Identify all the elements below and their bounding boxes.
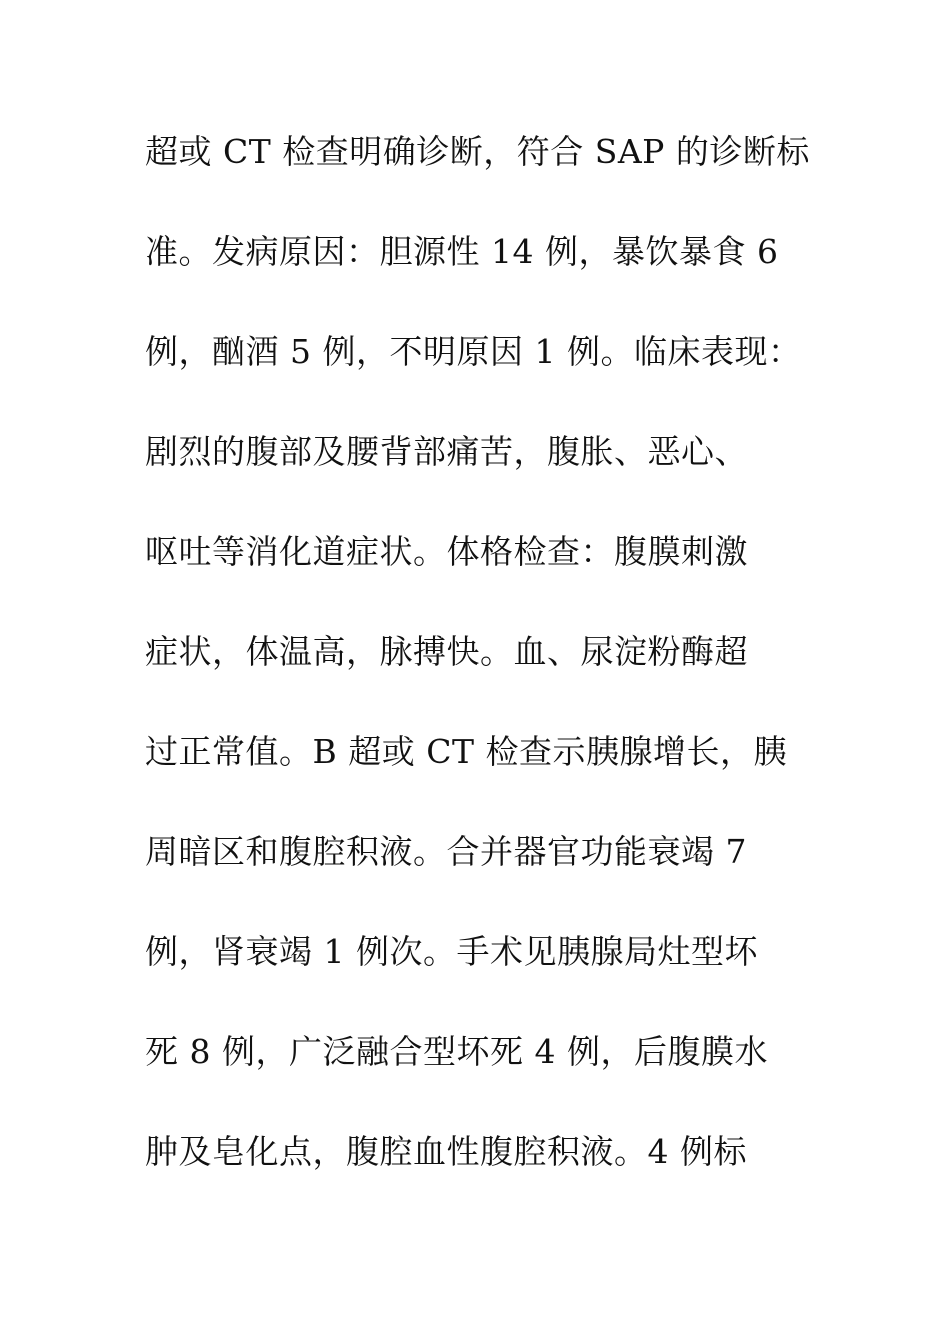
text-line-7: 过正常值。B 超或 CT 检查示胰腺增长，胰: [145, 732, 787, 771]
text-line-10: 死 8 例，广泛融合型坏死 4 例，后腹膜水: [145, 1032, 768, 1071]
body-text: [145, 122, 825, 1222]
text-line-6: 症状，体温高，脉搏快。血、尿淀粉酶超: [145, 632, 748, 671]
text-line-4: 剧烈的腹部及腰背部痛苦，腹胀、恶心、: [145, 432, 748, 471]
text-line-8: 周暗区和腹腔积液。合并器官功能衰竭 7: [145, 832, 747, 871]
text-line-3: 例，酗酒 5 例，不明原因 1 例。临床表现：: [145, 332, 802, 371]
text-line-11: 肿及皂化点，腹腔血性腹腔积液。4 例标: [145, 1132, 747, 1171]
text-line-9: 例，肾衰竭 1 例次。手术见胰腺局灶型坏: [145, 932, 758, 971]
text-line-1: 超或 CT 检查明确诊断，符合 SAP 的诊断标: [145, 132, 810, 171]
text-line-2: 准。发病原因：胆源性 14 例，暴饮暴食 6: [145, 232, 779, 271]
text-line-5: 呕吐等消化道症状。体格检查：腹膜刺激: [145, 532, 748, 571]
